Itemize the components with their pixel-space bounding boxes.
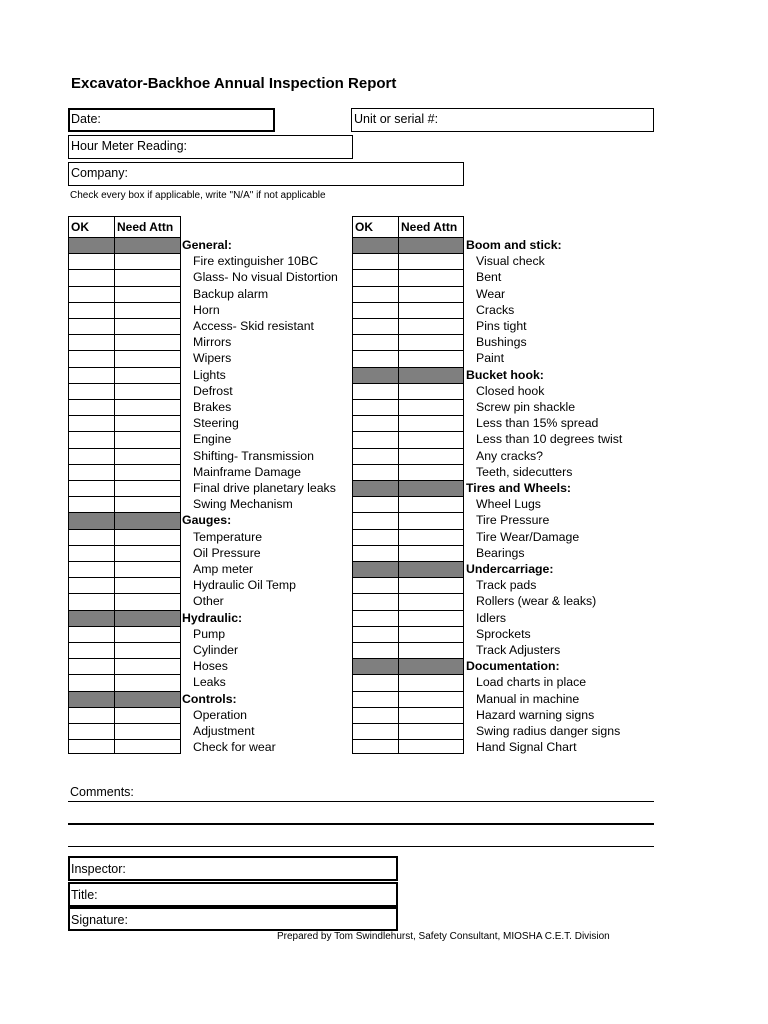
checklist-item-label: Load charts in place (476, 675, 587, 690)
checklist-row[interactable] (353, 627, 463, 643)
checklist-row[interactable] (353, 335, 463, 351)
checklist-row[interactable] (69, 675, 180, 691)
checklist-row[interactable] (69, 708, 180, 724)
checklist-item-label: Cracks (476, 302, 515, 317)
checklist-item-label: Engine (193, 432, 232, 447)
checklist-row[interactable] (353, 449, 463, 465)
checklist-row[interactable] (353, 513, 463, 529)
checklist-row[interactable] (69, 384, 180, 400)
checklist-item-label: Bushings (476, 335, 527, 350)
checklist-row[interactable] (69, 659, 180, 675)
section-heading: General: (182, 238, 232, 252)
checklist-item-label: Brakes (193, 400, 232, 414)
section-heading: Boom and stick: (466, 238, 562, 252)
company-field[interactable] (68, 162, 464, 186)
checklist-row[interactable] (69, 546, 180, 562)
checklist-item-label: Oil Pressure (193, 545, 261, 560)
checklist-row[interactable] (69, 449, 180, 465)
checklist-item-label: Leaks (193, 675, 226, 690)
title-label: Title: (71, 888, 98, 902)
section-heading: Bucket hook: (466, 367, 544, 382)
inspector-label: Inspector: (71, 862, 126, 876)
section-row (353, 368, 463, 384)
checklist-item-label: Fire extinguisher 10BC (193, 254, 319, 269)
checklist-row[interactable] (353, 546, 463, 562)
checklist-item-label: Hazard warning signs (476, 707, 595, 722)
checklist-row[interactable] (69, 562, 180, 578)
checklist-item-label: Check for wear (193, 740, 276, 755)
checklist-item-label: Idlers (476, 610, 507, 625)
signature-field[interactable] (68, 907, 398, 931)
checklist-row[interactable] (69, 432, 180, 448)
checklist-item-label: Manual in machine (476, 691, 580, 706)
section-row (353, 481, 463, 497)
ok-column-header: OK (355, 220, 373, 234)
ok-column-header: OK (71, 220, 89, 234)
checklist-item-label: Lights (193, 367, 226, 382)
checklist-item-label: Operation (193, 707, 248, 722)
comments-line-3[interactable] (68, 846, 654, 847)
section-row (353, 238, 463, 254)
date-label: Date: (71, 112, 101, 126)
checklist-row[interactable] (69, 740, 180, 756)
checklist-item-label: Swing Mechanism (193, 497, 293, 512)
page-title: Excavator-Backhoe Annual Inspection Report (71, 75, 397, 92)
checklist-row[interactable] (353, 432, 463, 448)
left-checklist-grid (68, 216, 181, 754)
checklist-row[interactable] (353, 254, 463, 270)
section-heading: Controls: (182, 691, 237, 706)
section-heading: Tires and Wheels: (466, 481, 572, 495)
checklist-item-label: Pump (193, 626, 226, 641)
checklist-row[interactable] (353, 465, 463, 481)
checklist-item-label: Sprockets (476, 626, 531, 641)
checklist-item-label: Swing radius danger signs (476, 724, 621, 738)
section-row (69, 692, 180, 708)
checklist-item-label: Glass- No visual Distortion (193, 270, 338, 285)
section-heading: Documentation: (466, 659, 560, 674)
checklist-row[interactable] (353, 497, 463, 513)
section-heading: Gauges: (182, 513, 232, 528)
checklist-row[interactable] (353, 708, 463, 724)
checklist-item-label: Horn (193, 302, 220, 317)
checklist-item-label: Bearings (476, 545, 525, 560)
checklist-row[interactable] (69, 416, 180, 432)
checklist-row[interactable] (69, 270, 180, 286)
section-row (69, 611, 180, 627)
checklist-row[interactable] (69, 530, 180, 546)
section-row (69, 238, 180, 254)
checklist-row[interactable] (69, 481, 180, 497)
checklist-row[interactable] (69, 368, 180, 384)
section-heading: Hydraulic: (182, 610, 243, 625)
checklist-row[interactable] (353, 400, 463, 416)
section-row (353, 562, 463, 578)
instruction-note: Check every box if applicable, write "N/A" if not applicable (70, 190, 326, 201)
checklist-row[interactable] (353, 287, 463, 303)
checklist-row[interactable] (353, 578, 463, 594)
checklist-item-label: Wipers (193, 351, 232, 366)
checklist-row[interactable] (69, 627, 180, 643)
checklist-item-label: Bent (476, 270, 502, 285)
right-checklist-grid (352, 216, 464, 754)
checklist-item-label: Hand Signal Chart (476, 740, 577, 755)
checklist-item-label: Hydraulic Oil Temp (193, 578, 296, 593)
section-row (353, 659, 463, 675)
checklist-row[interactable] (69, 643, 180, 659)
checklist-item-label: Defrost (193, 383, 233, 398)
checklist-item-label: Temperature (193, 529, 263, 544)
checklist-row[interactable] (353, 270, 463, 286)
checklist-row[interactable] (69, 287, 180, 303)
checklist-row[interactable] (353, 351, 463, 367)
checklist-item-label: Closed hook (476, 383, 545, 398)
checklist-item-label: Wheel Lugs (476, 497, 541, 512)
checklist-row[interactable] (353, 594, 463, 610)
checklist-row[interactable] (69, 319, 180, 335)
checklist-item-label: Backup alarm (193, 286, 269, 301)
checklist-row[interactable] (353, 416, 463, 432)
checklist-item-label: Shifting- Transmission (193, 448, 314, 463)
checklist-item-label: Any cracks? (476, 448, 543, 463)
checklist-item-label: Tire Pressure (476, 513, 550, 528)
checklist-item-label: Wear (476, 286, 506, 301)
checklist-row[interactable] (69, 254, 180, 270)
checklist-item-label: Hoses (193, 659, 228, 674)
checklist-row[interactable] (69, 400, 180, 416)
comments-line-2[interactable] (68, 823, 654, 825)
checklist-row[interactable] (69, 578, 180, 594)
checklist-row[interactable] (69, 303, 180, 319)
checklist-item-label: Track Adjusters (476, 643, 561, 657)
unit-serial-field[interactable] (351, 108, 654, 132)
checklist-row[interactable] (353, 740, 463, 756)
checklist-item-label: Cylinder (193, 643, 239, 657)
footer-credit: Prepared by Tom Swindlehurst, Safety Consultant, MIOSHA C.E.T. Division (277, 931, 610, 942)
company-label: Company: (71, 166, 128, 180)
checklist-item-label: Other (193, 594, 224, 609)
need-attn-column-header: Need Attn (401, 220, 458, 234)
checklist-item-label: Access- Skid resistant (193, 319, 314, 333)
checklist-row[interactable] (353, 724, 463, 740)
checklist-row[interactable] (353, 530, 463, 546)
checklist-item-label: Rollers (wear & leaks) (476, 594, 597, 609)
checklist-row[interactable] (353, 319, 463, 335)
title-field[interactable] (68, 882, 398, 907)
checklist-item-label: Adjustment (193, 724, 255, 738)
unit-serial-label: Unit or serial #: (354, 112, 439, 126)
section-heading: Undercarriage: (466, 562, 554, 576)
hour-meter-label: Hour Meter Reading: (71, 139, 188, 153)
checklist-row[interactable] (69, 465, 180, 481)
comments-line-1[interactable] (68, 801, 654, 802)
checklist-item-label: Less than 10 degrees twist (476, 432, 623, 447)
hour-meter-field[interactable] (68, 135, 353, 159)
checklist-row[interactable] (69, 594, 180, 610)
checklist-item-label: Teeth, sidecutters (476, 464, 573, 479)
checklist-row[interactable] (69, 351, 180, 367)
checklist-item-label: Final drive planetary leaks (193, 481, 336, 495)
grid-header (353, 217, 463, 238)
need-attn-column-header: Need Attn (117, 220, 174, 234)
comments-label: Comments: (70, 785, 134, 799)
checklist-item-label: Screw pin shackle (476, 400, 576, 414)
checklist-item-label: Amp meter (193, 562, 254, 576)
checklist-row[interactable] (353, 303, 463, 319)
checklist-item-label: Pins tight (476, 319, 527, 333)
checklist-row[interactable] (69, 335, 180, 351)
grid-header (69, 217, 180, 238)
checklist-item-label: Less than 15% spread (476, 416, 599, 431)
checklist-row[interactable] (353, 692, 463, 708)
signature-label: Signature: (71, 913, 128, 927)
checklist-row[interactable] (353, 643, 463, 659)
checklist-row[interactable] (353, 675, 463, 691)
inspector-field[interactable] (68, 856, 398, 881)
checklist-row[interactable] (69, 724, 180, 740)
checklist-row[interactable] (353, 384, 463, 400)
date-field[interactable] (68, 108, 275, 132)
checklist-item-label: Steering (193, 416, 239, 431)
section-row (69, 513, 180, 529)
checklist-row[interactable] (69, 497, 180, 513)
checklist-item-label: Visual check (476, 254, 545, 269)
checklist-item-label: Tire Wear/Damage (476, 529, 580, 544)
checklist-item-label: Paint (476, 351, 505, 366)
checklist-item-label: Track pads (476, 578, 537, 593)
checklist-item-label: Mainframe Damage (193, 464, 301, 479)
checklist-row[interactable] (353, 611, 463, 627)
checklist-item-label: Mirrors (193, 335, 232, 350)
